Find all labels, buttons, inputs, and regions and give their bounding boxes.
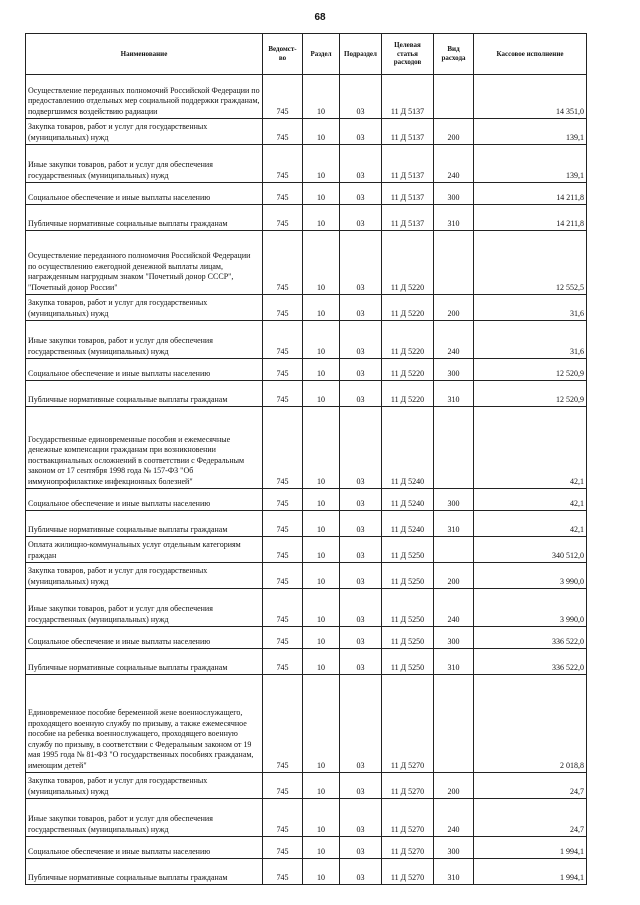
cell-section: 10 <box>303 859 340 885</box>
cell-name: Единовременное пособие беременной жене военнослужащего, проходящего военную службу по призыву, а также ежемесячное пособие на ребенка военнослужащего, проходящего военную службу по призыву, в соответствии с Федеральным законом от 19 мая 1995 года № 81-ФЗ "О государственных пособиях гражданам, имеющим детей" <box>26 675 263 773</box>
cell-dept: 745 <box>263 773 303 799</box>
table-row <box>26 359 587 381</box>
table-row <box>26 511 587 537</box>
cell-section: 10 <box>303 119 340 145</box>
cell-target: 11 Д 5250 <box>382 649 434 675</box>
cell-dept: 745 <box>263 183 303 205</box>
header-dept: Ведомст-во <box>263 34 303 75</box>
cell-amount: 24,7 <box>474 799 587 837</box>
cell-name: Публичные нормативные социальные выплаты гражданам <box>26 205 263 231</box>
header-subsection: Подраздел <box>340 34 382 75</box>
cell-name: Социальное обеспечение и иные выплаты населению <box>26 183 263 205</box>
cell-dept: 745 <box>263 359 303 381</box>
cell-subsection: 03 <box>340 295 382 321</box>
cell-subsection: 03 <box>340 407 382 489</box>
cell-section: 10 <box>303 75 340 119</box>
cell-section: 10 <box>303 627 340 649</box>
cell-type: 300 <box>434 489 474 511</box>
cell-target: 11 Д 5137 <box>382 205 434 231</box>
cell-name: Социальное обеспечение и иные выплаты населению <box>26 837 263 859</box>
cell-amount: 3 990,0 <box>474 589 587 627</box>
cell-name: Публичные нормативные социальные выплаты гражданам <box>26 649 263 675</box>
cell-subsection: 03 <box>340 837 382 859</box>
cell-amount: 2 018,8 <box>474 675 587 773</box>
table-row <box>26 563 587 589</box>
cell-dept: 745 <box>263 205 303 231</box>
cell-amount: 14 351,0 <box>474 75 587 119</box>
cell-target: 11 Д 5220 <box>382 295 434 321</box>
cell-target: 11 Д 5220 <box>382 359 434 381</box>
header-target: Целевая статья расходов <box>382 34 434 75</box>
cell-dept: 745 <box>263 627 303 649</box>
table-row <box>26 489 587 511</box>
cell-amount: 340 512,0 <box>474 537 587 563</box>
cell-target: 11 Д 5270 <box>382 799 434 837</box>
cell-target: 11 Д 5250 <box>382 537 434 563</box>
cell-name: Публичные нормативные социальные выплаты гражданам <box>26 381 263 407</box>
cell-subsection: 03 <box>340 773 382 799</box>
header-amount: Кассовое исполнение <box>474 34 587 75</box>
cell-dept: 745 <box>263 511 303 537</box>
header-type: Вид расхода <box>434 34 474 75</box>
cell-section: 10 <box>303 489 340 511</box>
cell-type <box>434 537 474 563</box>
cell-section: 10 <box>303 145 340 183</box>
cell-section: 10 <box>303 511 340 537</box>
cell-target: 11 Д 5270 <box>382 675 434 773</box>
cell-name: Социальное обеспечение и иные выплаты населению <box>26 359 263 381</box>
cell-subsection: 03 <box>340 675 382 773</box>
table-row <box>26 627 587 649</box>
table-body <box>26 75 587 885</box>
cell-type: 310 <box>434 381 474 407</box>
cell-type: 240 <box>434 145 474 183</box>
cell-type: 200 <box>434 563 474 589</box>
table-row <box>26 675 587 773</box>
table-row <box>26 295 587 321</box>
header-name: Наименование <box>26 34 263 75</box>
cell-target: 11 Д 5270 <box>382 773 434 799</box>
cell-amount: 42,1 <box>474 511 587 537</box>
cell-subsection: 03 <box>340 359 382 381</box>
cell-subsection: 03 <box>340 649 382 675</box>
cell-type <box>434 675 474 773</box>
cell-section: 10 <box>303 675 340 773</box>
table-row <box>26 859 587 885</box>
cell-subsection: 03 <box>340 75 382 119</box>
table-row <box>26 231 587 295</box>
cell-subsection: 03 <box>340 381 382 407</box>
cell-dept: 745 <box>263 649 303 675</box>
cell-amount: 139,1 <box>474 119 587 145</box>
cell-dept: 745 <box>263 675 303 773</box>
page-number: 68 <box>314 12 326 23</box>
cell-type: 310 <box>434 511 474 537</box>
cell-dept: 745 <box>263 589 303 627</box>
table-row <box>26 407 587 489</box>
cell-dept: 745 <box>263 859 303 885</box>
cell-section: 10 <box>303 359 340 381</box>
cell-section: 10 <box>303 773 340 799</box>
cell-type: 310 <box>434 205 474 231</box>
cell-section: 10 <box>303 563 340 589</box>
cell-type: 310 <box>434 859 474 885</box>
table-row <box>26 381 587 407</box>
cell-name: Иные закупки товаров, работ и услуг для обеспечения государственных (муниципальных) нужд <box>26 321 263 359</box>
cell-subsection: 03 <box>340 859 382 885</box>
cell-dept: 745 <box>263 75 303 119</box>
cell-amount: 42,1 <box>474 407 587 489</box>
cell-dept: 745 <box>263 381 303 407</box>
cell-type: 200 <box>434 119 474 145</box>
cell-type: 310 <box>434 649 474 675</box>
cell-subsection: 03 <box>340 511 382 537</box>
cell-section: 10 <box>303 837 340 859</box>
table-header-row <box>26 34 587 75</box>
table-row <box>26 773 587 799</box>
cell-subsection: 03 <box>340 321 382 359</box>
cell-dept: 745 <box>263 489 303 511</box>
table-row <box>26 837 587 859</box>
table-row <box>26 537 587 563</box>
cell-subsection: 03 <box>340 627 382 649</box>
cell-target: 11 Д 5250 <box>382 589 434 627</box>
cell-name: Оплата жилищно-коммунальных услуг отдельным категориям граждан <box>26 537 263 563</box>
cell-dept: 745 <box>263 145 303 183</box>
cell-section: 10 <box>303 537 340 563</box>
cell-dept: 745 <box>263 563 303 589</box>
cell-amount: 12 552,5 <box>474 231 587 295</box>
cell-target: 11 Д 5240 <box>382 511 434 537</box>
cell-name: Закупка товаров, работ и услуг для государственных (муниципальных) нужд <box>26 295 263 321</box>
cell-dept: 745 <box>263 837 303 859</box>
cell-dept: 745 <box>263 537 303 563</box>
table-row <box>26 183 587 205</box>
cell-section: 10 <box>303 799 340 837</box>
cell-type <box>434 231 474 295</box>
cell-name: Государственные единовременные пособия и ежемесячные денежные компенсации гражданам при возникновении поствакцинальных осложнений в соответствии с Федеральным законом от 17 сентября 1998 года № 157-ФЗ "Об иммунопрофилактике инфекционных болезней" <box>26 407 263 489</box>
cell-target: 11 Д 5270 <box>382 837 434 859</box>
cell-type: 200 <box>434 773 474 799</box>
cell-subsection: 03 <box>340 231 382 295</box>
budget-execution-table <box>25 33 587 885</box>
cell-name: Закупка товаров, работ и услуг для государственных (муниципальных) нужд <box>26 119 263 145</box>
cell-section: 10 <box>303 381 340 407</box>
cell-dept: 745 <box>263 321 303 359</box>
cell-amount: 3 990,0 <box>474 563 587 589</box>
cell-name: Публичные нормативные социальные выплаты гражданам <box>26 859 263 885</box>
cell-target: 11 Д 5250 <box>382 563 434 589</box>
table-row <box>26 145 587 183</box>
cell-name: Социальное обеспечение и иные выплаты населению <box>26 489 263 511</box>
cell-amount: 12 520,9 <box>474 381 587 407</box>
cell-target: 11 Д 5137 <box>382 183 434 205</box>
cell-subsection: 03 <box>340 183 382 205</box>
cell-type <box>434 75 474 119</box>
cell-section: 10 <box>303 231 340 295</box>
cell-name: Закупка товаров, работ и услуг для государственных (муниципальных) нужд <box>26 773 263 799</box>
cell-name: Иные закупки товаров, работ и услуг для обеспечения государственных (муниципальных) нужд <box>26 799 263 837</box>
cell-type: 300 <box>434 627 474 649</box>
table-row <box>26 589 587 627</box>
cell-type: 200 <box>434 295 474 321</box>
cell-amount: 336 522,0 <box>474 649 587 675</box>
cell-amount: 24,7 <box>474 773 587 799</box>
table-row <box>26 205 587 231</box>
cell-section: 10 <box>303 321 340 359</box>
cell-name: Публичные нормативные социальные выплаты гражданам <box>26 511 263 537</box>
cell-name: Осуществление переданного полномочия Российской Федерации по осуществлению ежегодной денежной выплаты лицам, награжденным нагрудным знаком "Почетный донор СССР", "Почетный донор России" <box>26 231 263 295</box>
cell-target: 11 Д 5220 <box>382 321 434 359</box>
cell-type: 240 <box>434 321 474 359</box>
cell-section: 10 <box>303 407 340 489</box>
cell-amount: 336 522,0 <box>474 627 587 649</box>
cell-section: 10 <box>303 205 340 231</box>
cell-subsection: 03 <box>340 589 382 627</box>
cell-section: 10 <box>303 649 340 675</box>
cell-subsection: 03 <box>340 205 382 231</box>
table-row <box>26 119 587 145</box>
cell-type: 300 <box>434 359 474 381</box>
cell-target: 11 Д 5137 <box>382 145 434 183</box>
cell-amount: 1 994,1 <box>474 837 587 859</box>
cell-section: 10 <box>303 589 340 627</box>
cell-target: 11 Д 5250 <box>382 627 434 649</box>
cell-amount: 1 994,1 <box>474 859 587 885</box>
cell-amount: 31,6 <box>474 295 587 321</box>
table-row <box>26 799 587 837</box>
cell-name: Социальное обеспечение и иные выплаты населению <box>26 627 263 649</box>
cell-section: 10 <box>303 183 340 205</box>
cell-target: 11 Д 5220 <box>382 231 434 295</box>
cell-subsection: 03 <box>340 563 382 589</box>
cell-type: 300 <box>434 183 474 205</box>
cell-target: 11 Д 5220 <box>382 381 434 407</box>
cell-dept: 745 <box>263 295 303 321</box>
cell-subsection: 03 <box>340 145 382 183</box>
cell-name: Иные закупки товаров, работ и услуг для обеспечения государственных (муниципальных) нужд <box>26 589 263 627</box>
cell-target: 11 Д 5137 <box>382 119 434 145</box>
cell-dept: 745 <box>263 799 303 837</box>
cell-type <box>434 407 474 489</box>
cell-target: 11 Д 5240 <box>382 489 434 511</box>
cell-amount: 31,6 <box>474 321 587 359</box>
table-row <box>26 75 587 119</box>
cell-amount: 42,1 <box>474 489 587 511</box>
cell-subsection: 03 <box>340 489 382 511</box>
cell-target: 11 Д 5240 <box>382 407 434 489</box>
cell-section: 10 <box>303 295 340 321</box>
cell-amount: 12 520,9 <box>474 359 587 381</box>
cell-target: 11 Д 5137 <box>382 75 434 119</box>
cell-amount: 14 211,8 <box>474 183 587 205</box>
cell-dept: 745 <box>263 231 303 295</box>
cell-subsection: 03 <box>340 799 382 837</box>
cell-name: Иные закупки товаров, работ и услуг для обеспечения государственных (муниципальных) нужд <box>26 145 263 183</box>
cell-subsection: 03 <box>340 537 382 563</box>
cell-dept: 745 <box>263 407 303 489</box>
cell-type: 240 <box>434 589 474 627</box>
cell-amount: 14 211,8 <box>474 205 587 231</box>
cell-subsection: 03 <box>340 119 382 145</box>
cell-type: 300 <box>434 837 474 859</box>
cell-name: Осуществление переданных полномочий Российской Федерации по предоставлению отдельных мер социальной поддержки гражданам, подвергшимся воздействию радиации <box>26 75 263 119</box>
table-row <box>26 649 587 675</box>
cell-amount: 139,1 <box>474 145 587 183</box>
cell-dept: 745 <box>263 119 303 145</box>
cell-type: 240 <box>434 799 474 837</box>
cell-name: Закупка товаров, работ и услуг для государственных (муниципальных) нужд <box>26 563 263 589</box>
header-section: Раздел <box>303 34 340 75</box>
table-row <box>26 321 587 359</box>
cell-target: 11 Д 5270 <box>382 859 434 885</box>
